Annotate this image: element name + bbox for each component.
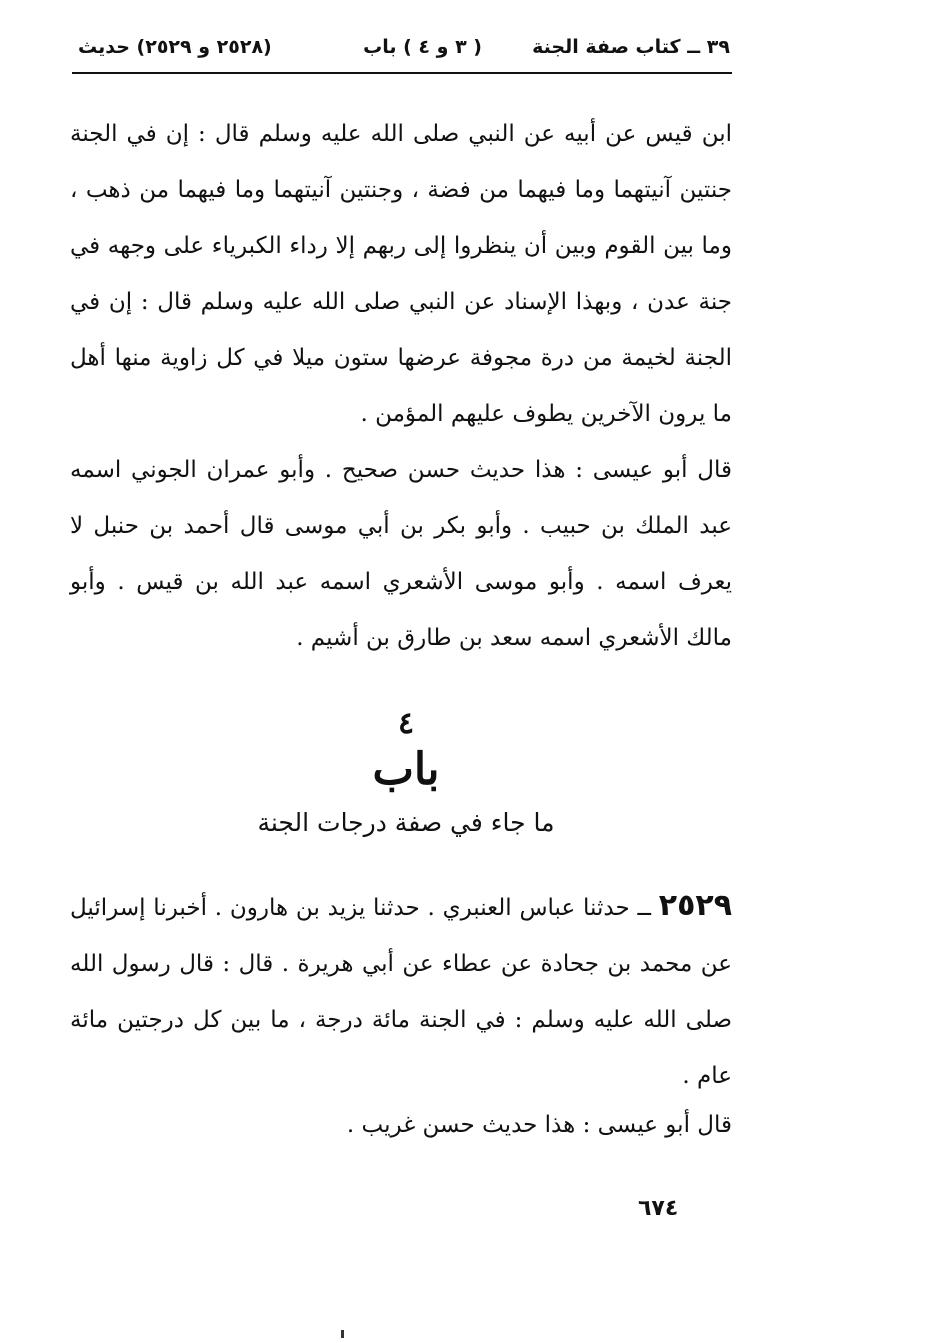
scan-mark: [341, 1330, 344, 1338]
paragraph-commentary: قال أبو عيسى : هذا حديث حسن صحيح . وأبو عمران الجوني اسمه عبد الملك بن حبيب . وأبو بكر بن أبي موسى قال أحمد بن حنبل لا يعرف اسمه . وأبو موسى الأشعري اسمه عبد الله بن قيس . وأبو مالك الأشعري اسمه سعد بن طارق بن أشيم .: [70, 457, 732, 651]
header-bab: ( ٣ و ٤ ) باب: [363, 36, 482, 58]
header-chapter: ٣٩ ــ كتاب صفة الجنة: [532, 36, 730, 58]
page-number: ٦٧٤: [638, 1196, 679, 1221]
section-title: باب: [372, 744, 440, 795]
paragraph-hadith-continuation: ابن قيس عن أبيه عن النبي صلى الله عليه وسلم قال : إن في الجنة جنتين آنيتهما وما فيهما من فضة ، وجنتين آنيتهما وما فيهما من ذهب ، وما بين القوم وبين أن ينظروا إلى ربهم إلا رداء الكبرياء على وجهه في جنة عدن ، وبهذا الإسناد عن النبي صلى الله عليه وسلم قال : إن في الجنة لخيمة من درة مجوفة عرضها ستون ميلا في كل زاوية منها أهل ما يرون الآخرين يطوف عليهم المؤمن .: [70, 121, 732, 427]
hadith-paragraph: [70, 878, 732, 1104]
closing-remark: قال أبو عيسى : هذا حديث حسن غريب .: [346, 1112, 732, 1138]
section-subtitle: ما جاء في صفة درجات الجنة: [257, 808, 555, 837]
hadith-number: ٢٥٢٩: [658, 888, 733, 923]
hadith-text: ــ حدثنا عباس العنبري . حدثنا يزيد بن هارون . أخبرنا إسرائيل عن محمد بن جحادة عن عطاء عن أبي هريرة . قال : قال رسول الله صلى الله عليه وسلم : في الجنة مائة درجة ، ما بين كل درجتين مائة عام .: [70, 895, 732, 1089]
header-hadith-range: (٢٥٢٨ و ٢٥٢٩) حديث: [78, 36, 272, 58]
section-number: ٤: [397, 706, 415, 741]
running-header: [72, 28, 732, 74]
